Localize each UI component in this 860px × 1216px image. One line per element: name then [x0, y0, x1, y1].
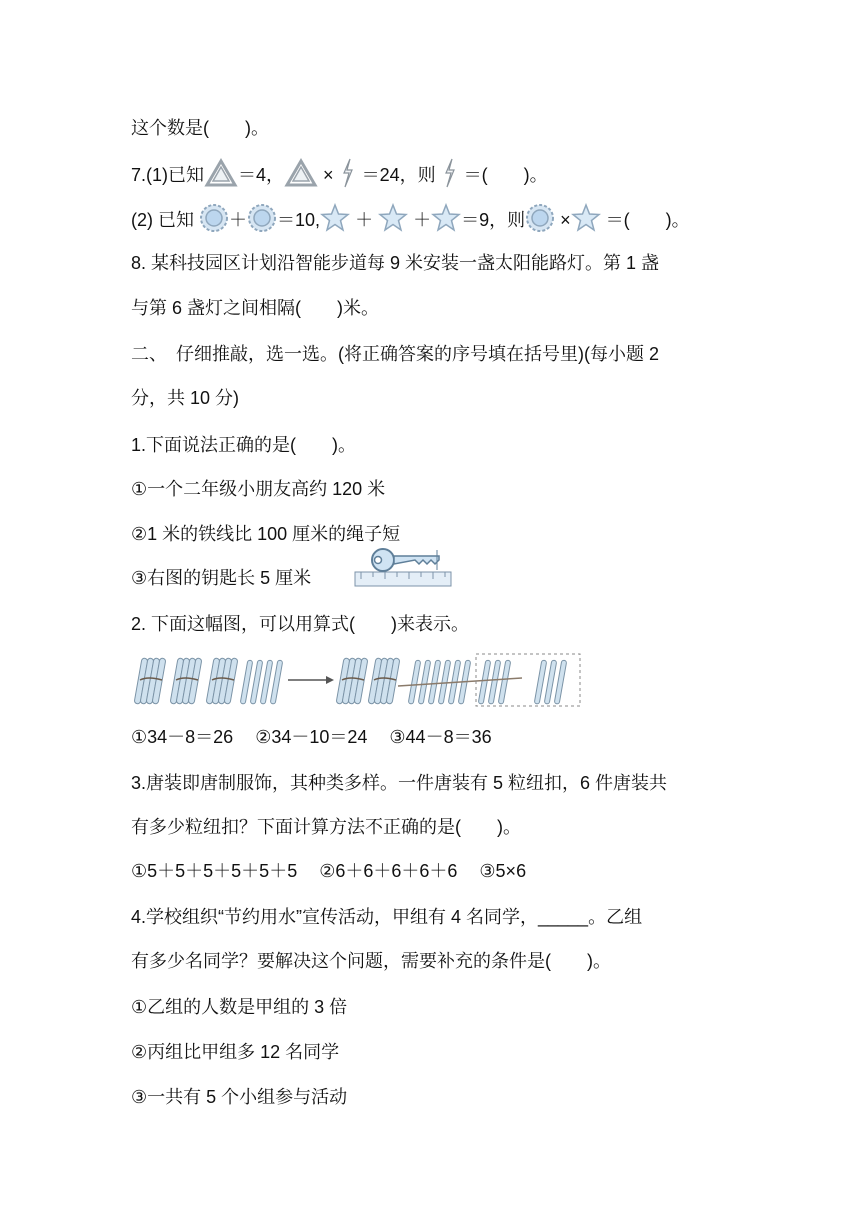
star-icon — [431, 203, 461, 239]
q7-part1-eq3: ＝( )。 — [463, 164, 548, 185]
q8-line1: 8. 某科技园区计划沿智能步道每 9 米安装一盏太阳能路灯。第 1 盏 — [131, 253, 660, 273]
gear-sun-icon — [525, 203, 555, 239]
mc1-option-2: ②1 米的铁线比 100 厘米的绳子短 — [131, 524, 401, 544]
mc2-option-1: ①34－8＝26 — [131, 727, 234, 747]
q7-part2-times: × — [560, 209, 571, 230]
q7-part2-eq1: ＝10, — [277, 209, 321, 230]
mc3-line1: 3.唐装即唐制服饰，其种类多样。一件唐装有 5 粒纽扣，6 件唐装共 — [131, 773, 668, 793]
q7-part2-prefix: (2) 已知 — [131, 209, 194, 230]
q7-part1 — [131, 158, 548, 194]
q7-part2 — [131, 203, 690, 239]
section2-heading: 二、 仔细推敲，选一选。(将正确答案的序号填在括号里)(每小题 2 — [131, 344, 659, 364]
mc4-line2: 有多少名同学？要解决这个问题，需要补充的条件是( )。 — [131, 951, 611, 971]
q7-part2-plus: ＋ — [229, 209, 248, 230]
q8-line2: 与第 6 盏灯之间相隔( )米。 — [131, 298, 379, 318]
mc1-option-1: ①一个二年级小朋友高约 120 米 — [131, 479, 386, 499]
recycle-icon — [284, 158, 318, 194]
mc2-options — [131, 725, 492, 749]
sticks-bundle-figure — [130, 650, 582, 715]
mc2-stem: 2. 下面这幅图，可以用算式( )来表示。 — [131, 614, 469, 634]
mc2-option-2: ②34－10＝24 — [255, 727, 368, 747]
mc1-option-3-text: ③右图的钥匙长 5 厘米 — [131, 568, 312, 588]
lightning-icon — [339, 158, 357, 194]
lightning-icon — [441, 158, 459, 194]
mc4-option-1: ①乙组的人数是甲组的 3 倍 — [131, 997, 348, 1017]
q6-tail: 这个数是( )。 — [131, 118, 269, 138]
mc1-option-3 — [131, 566, 311, 590]
mc4-line1: 4.学校组织“节约用水”宣传活动，甲组有 4 名同学，_____。乙组 — [131, 907, 643, 927]
q7-part1-eq1: ＝4， — [238, 164, 285, 185]
q7-part2-plus: ＋ — [413, 209, 432, 230]
mc3-line2: 有多少粒纽扣？下面计算方法不正确的是( )。 — [131, 817, 521, 837]
key-ruler-image — [353, 546, 455, 597]
mc3-option-2: ②6＋6＋6＋6＋6 — [319, 861, 458, 881]
star-icon — [320, 203, 350, 239]
mc3-option-1: ①5＋5＋5＋5＋5＋5 — [131, 861, 298, 881]
q7-part2-eq2: ＝9，则 — [461, 209, 526, 230]
mc4-option-2: ②丙组比甲组多 12 名同学 — [131, 1042, 340, 1062]
star-icon — [571, 203, 601, 239]
q7-part1-prefix: 7.(1)已知 — [131, 164, 205, 185]
q7-part2-plus: ＋ — [355, 209, 374, 230]
mc2-option-3: ③44－8＝36 — [389, 727, 492, 747]
section2-heading-cont: 分，共 10 分) — [131, 388, 240, 408]
mc3-options — [131, 859, 526, 883]
recycle-icon — [204, 158, 238, 194]
gear-sun-icon — [199, 203, 229, 239]
gear-sun-icon — [247, 203, 277, 239]
mc1-stem: 1.下面说法正确的是( )。 — [131, 435, 356, 455]
star-icon — [378, 203, 408, 239]
q7-part2-eq3: ＝( )。 — [605, 209, 690, 230]
q7-part1-eq2: ＝24，则 — [361, 164, 436, 185]
q7-part1-times: × — [323, 164, 334, 185]
mc3-option-3: ③5×6 — [479, 861, 527, 881]
mc4-option-3: ③一共有 5 个小组参与活动 — [131, 1087, 348, 1107]
